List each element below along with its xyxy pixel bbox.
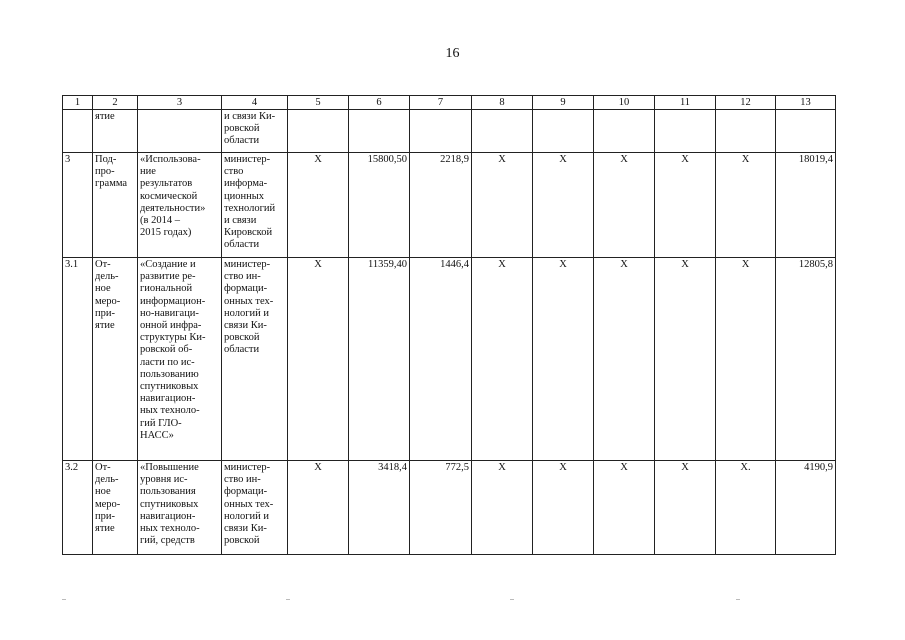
row-kind-cell: ятие [93,110,138,153]
value-cell: X [655,153,716,258]
value-cell: X [594,461,655,555]
header-cell: 5 [288,96,349,110]
value-cell [655,110,716,153]
value-cell: 15800,50 [349,153,410,258]
value-cell: X [716,258,776,461]
table-row [63,258,836,461]
header-cell: 10 [594,96,655,110]
header-cell: 8 [472,96,533,110]
header-cell: 1 [63,96,93,110]
header-cell: 2 [93,96,138,110]
value-cell: X [472,258,533,461]
value-cell: X [594,258,655,461]
row-kind-cell: Под- про- грамма [93,153,138,258]
value-cell: 3418,4 [349,461,410,555]
value-cell [472,110,533,153]
value-cell: X [533,461,594,555]
value-cell [594,110,655,153]
value-cell [288,110,349,153]
value-cell: X [288,258,349,461]
value-cell: X. [716,461,776,555]
header-cell: 3 [138,96,222,110]
table-row [63,461,836,555]
header-cell: 13 [776,96,836,110]
page-number: 16 [445,46,460,61]
table-row [63,153,836,258]
scan-speck [62,599,66,600]
row-name-cell [138,110,222,153]
value-cell: X [716,153,776,258]
value-cell [410,110,472,153]
row-name-cell: «Создание и развитие ре- гиональной информацион- но-навигаци- онной инфра- структуры Ки- ровской об- ласти по ис- пользованию спутниковых навигацион- ных техноло- гий ГЛО- НАСС» [138,258,222,461]
value-cell: X [288,153,349,258]
value-cell: X [472,153,533,258]
header-cell: 9 [533,96,594,110]
row-name-cell: «Использова- ние результатов космической деятельности» (в 2014 – 2015 годах) [138,153,222,258]
row-index-cell: 3 [63,153,93,258]
value-cell: X [594,153,655,258]
header-row [63,96,836,110]
header-cell: 7 [410,96,472,110]
value-cell: 18019,4 [776,153,836,258]
row-executor-cell: министер- ство ин- формаци- онных тех- нологий и связи Ки- ровской области [222,258,288,461]
table-row [63,110,836,153]
row-index-cell: 3.2 [63,461,93,555]
value-cell: 2218,9 [410,153,472,258]
value-cell: 1446,4 [410,258,472,461]
scan-speck [286,599,290,600]
row-executor-cell: министер- ство информа- ционных технологий и связи Кировской области [222,153,288,258]
value-cell: X [655,461,716,555]
row-executor-cell: и связи Ки- ровской области [222,110,288,153]
row-index-cell: 3.1 [63,258,93,461]
row-index-cell [63,110,93,153]
value-cell [349,110,410,153]
value-cell: X [288,461,349,555]
row-kind-cell: От- дель- ное меро- при- ятие [93,461,138,555]
header-cell: 6 [349,96,410,110]
value-cell [776,110,836,153]
scan-speck [510,599,514,600]
value-cell: X [533,153,594,258]
value-cell [533,110,594,153]
row-name-cell: «Повышение уровня ис- пользования спутниковых навигацион- ных техноло- гий, средств [138,461,222,555]
value-cell: X [655,258,716,461]
header-cell: 4 [222,96,288,110]
row-kind-cell: От- дель- ное меро- при- ятие [93,258,138,461]
value-cell [716,110,776,153]
scan-speck [736,599,740,600]
header-cell: 12 [716,96,776,110]
value-cell: 12805,8 [776,258,836,461]
budget-table [62,95,836,555]
row-executor-cell: министер- ство ин- формаци- онных тех- нологий и связи Ки- ровской [222,461,288,555]
value-cell: X [472,461,533,555]
value-cell: X [533,258,594,461]
value-cell: 772,5 [410,461,472,555]
value-cell: 11359,40 [349,258,410,461]
value-cell: 4190,9 [776,461,836,555]
header-cell: 11 [655,96,716,110]
